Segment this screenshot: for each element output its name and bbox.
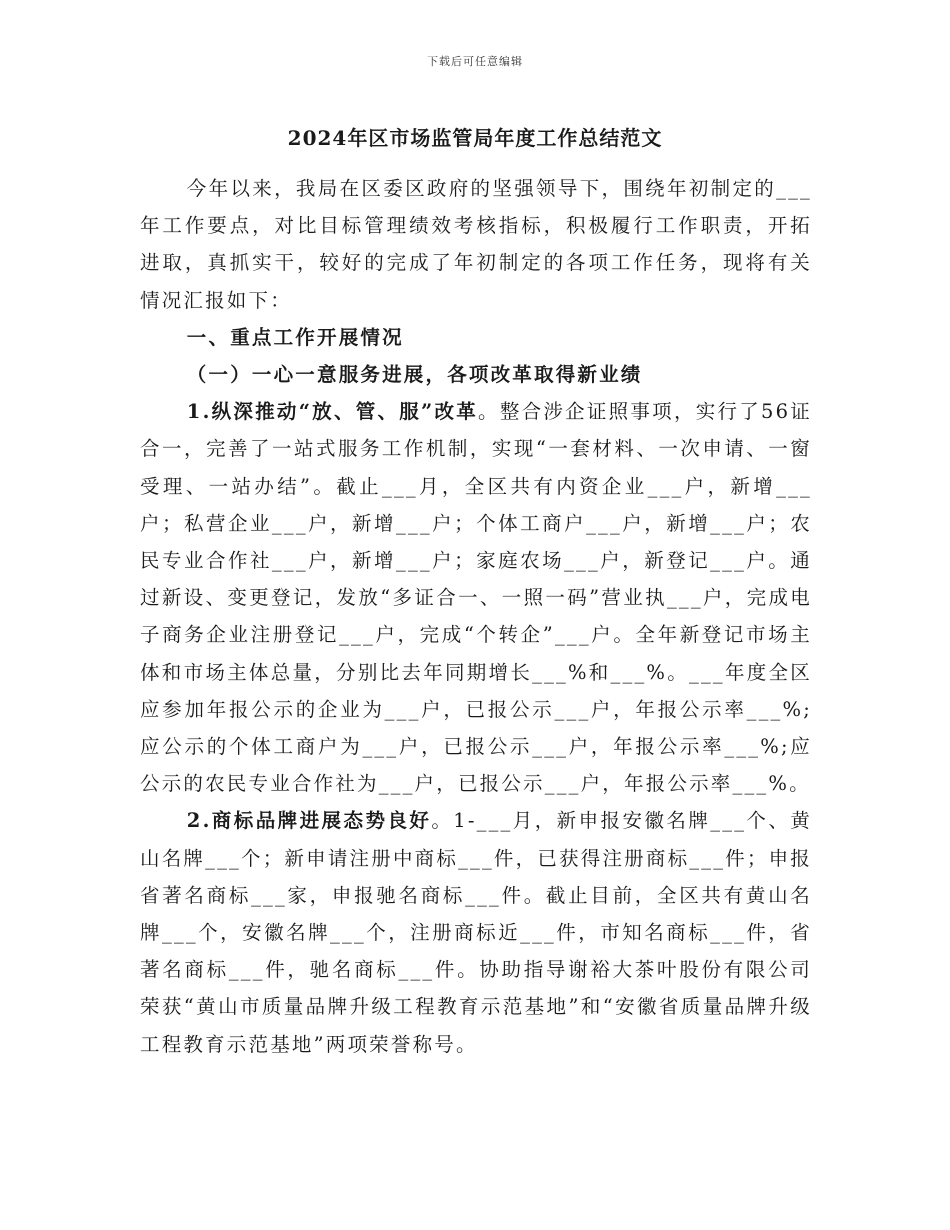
document-title: 2024年区市场监管局年度工作总结范文 (287, 126, 663, 150)
intro-paragraph: 今年以来，我局在区委区政府的坚强领导下，围绕年初制定的___年工作要点，对比目标管理绩效考核指标，积极履行工作职责，开拓进取，真抓实干，较好的完成了年初制定的各项工作任务，现将有关情况汇报如下： (140, 177, 812, 312)
subsection-heading: （一）一心一意服务进展，各项改革取得新业绩 (186, 363, 643, 387)
item-2-paragraph (140, 802, 812, 1062)
page-header-note: 下载后可任意编辑 (427, 55, 523, 68)
item-1-text: 。整合涉企证照事项，实行了56证合一，完善了一站式服务工作机制，实现“一套材料、一次申请、一窗受理、一站办结”。截止___月，全区共有内资企业___户，新增___户；私营企业___户，新增___户；个体工商户___户，新增___户；农民专业合作社___户，新增___户；家庭农场___户，新登记___户。通过新设、变更登记，发放“多证合一、一照一码”营业执___户，完成电子商务企业注册登记___户，完成“个转企”___户。全年新登记市场主体和市场主体总量，分别比去年同期增长___%和___%。___年度全区应参加年报公示的企业为___户，已报公示___户，年报公示率___%;应公示的个体工商户为___户，已报公示___户，年报公示率___%;应公示的农民专业合作社为___户，已报公示___户，年报公示率___%。 (140, 400, 813, 796)
item-1-lead: 1.纵深推动“放、管、服”改革 (186, 400, 479, 424)
item-2-lead: 2.商标品牌进展态势良好 (186, 809, 432, 833)
item-1-paragraph (140, 393, 812, 802)
document-body (140, 170, 812, 1063)
item-2-text: 。1-___月，新申报安徽名牌___个、黄山名牌___个；新申请注册中商标___件，已获得注册商标___件；申报省著名商标___家，申报驰名商标___件。截止目前，全区共有黄山名牌___个，安徽名牌___个，注册商标近___件，市知名商标___件，省著名商标___件，驰名商标___件。协助指导谢裕大茶叶股份有限公司荣获“黄山市质量品牌升级工程教育示范基地”和“安徽省质量品牌升级工程教育示范基地”两项荣誉称号。 (140, 809, 812, 1056)
section-heading: 一、重点工作开展情况 (186, 325, 404, 349)
